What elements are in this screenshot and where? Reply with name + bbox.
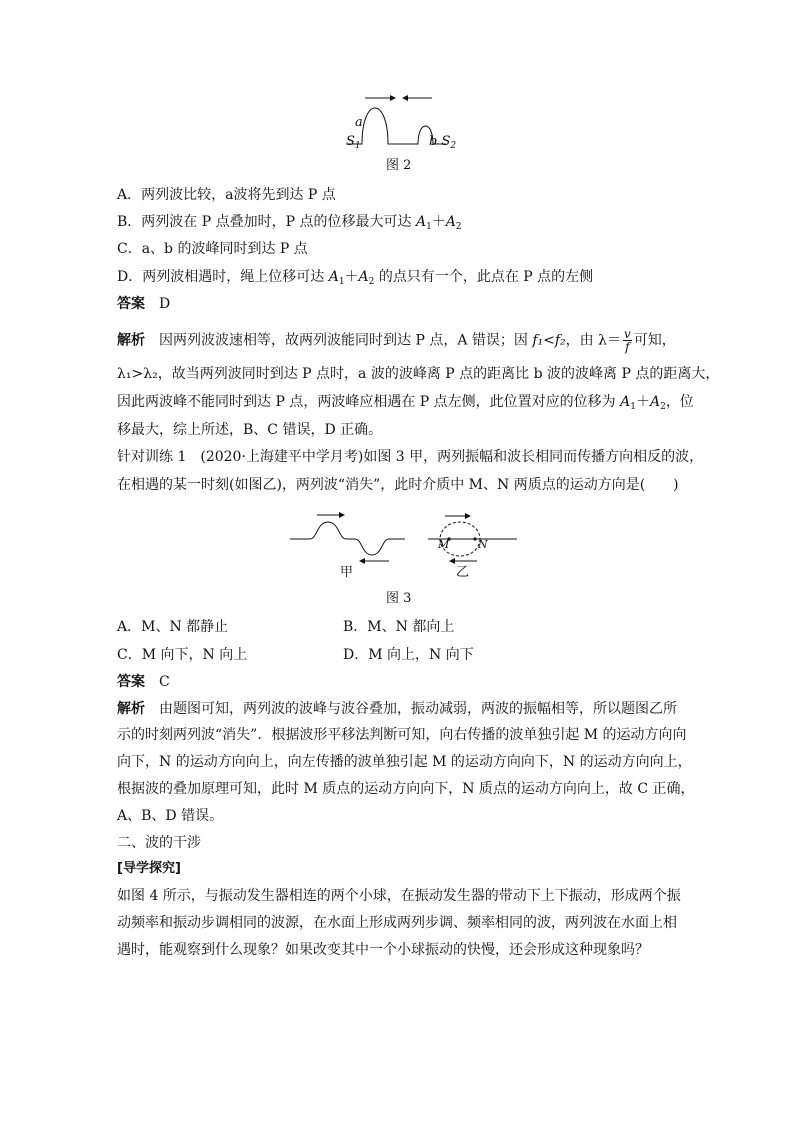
training1-line-1: 针对训练 1 (2020·上海建平中学月考)如图 3 甲，两列振幅和波长相同而传播方向相反的波， [117,449,704,465]
fig2-label-a: a [355,115,363,130]
q1-option-a: A．两列波比较，a波将先到达 P 点 [117,187,336,203]
q2-analysis-line-5: A、B、D 错误。 [117,808,224,824]
q1-option-b: B．两列波在 P 点叠加时，P 点的位移最大可达 $A_1+A_2$ [117,214,462,232]
training1-line-2: 在相遇的某一时刻(如图乙)，两列波“消失”，此时介质中 M、N 两质点的运动方向是( ) [117,477,679,493]
q2-answer: 答案 C [117,674,170,690]
fig3-label-jia: 甲 [340,565,354,580]
lambda-fraction: $\frac{v}{f}$ [624,327,631,354]
q2-option-d: D．M 向上，N 向下 [343,647,474,663]
arrow-left-icon [449,558,477,564]
guide-line-1: 如图 4 所示，与振动发生器相连的两个小球，在振动发生器的带动下上下振动，形成两个振 [117,888,681,904]
fig3-label-n: N [478,538,488,551]
fig2-label-b-s2: b $S_2$ [429,134,457,151]
q2-analysis-line-2: 示的时刻两列波“消失”．根据波形平移法判断可知，向右传播的波单独引起 M 的运动方向向 [117,727,687,743]
q2-analysis-line-1: 解析 由题图可知，两列波的波峰与波谷叠加，振动减弱，两波的振幅相等，所以题图乙所 [117,701,677,717]
fig2-label-s1: $S_1$ [346,134,361,151]
q1-analysis-line-3: 因此两波峰不能同时到达 P 点，两波峰应相遇在 P 点左侧，此位置对应的位移为 $A_1+A_2$，位 [117,394,694,412]
guide-line-3: 遇时，能观察到什么现象？如果改变其中一个小球振动的快慢，还会形成这种现象吗？ [117,942,649,958]
fig3-label-yi: 乙 [456,565,470,580]
arrow-left-icon [359,558,389,564]
fig3-caption: 图 3 [386,591,412,606]
arrow-right-icon [365,95,396,101]
figure-3-jia [290,512,405,564]
q1-option-c: C．a、b 的波峰同时到达 P 点 [117,241,308,257]
section-2-subtitle: [导学探究] [117,861,181,876]
guide-line-2: 动频率和振动步调相同的波源，在水面上形成两列步调、频率相同的波，两列波在水面上相 [117,915,677,931]
figure-3-diagram [285,508,535,578]
q2-option-b: B．M、N 都向上 [343,619,455,635]
arrow-right-icon [317,512,345,518]
q2-option-c: C．M 向下，N 向上 [117,647,248,663]
point-n-marker [473,537,476,540]
arrow-left-icon [402,95,432,101]
q2-option-a: A．M、N 都静止 [117,619,229,635]
q1-analysis-line-4: 移最大，综上所述，B、C 错误，D 正确。 [117,422,383,438]
fig3-label-m: M [438,538,450,551]
section-2-title: 二、波的干涉 [117,835,201,851]
q2-analysis-line-4: 根据波的叠加原理可知，此时 M 质点的运动方向向下，N 质点的运动方向向上，故 C 正确， [117,781,695,797]
q1-analysis-line-2: λ₁>λ₂，故当两列波同时到达 P 点时，a 波的波峰离 P 点的距离比 b 波的波峰离 P 点的距离大， [117,366,720,382]
q1-answer: 答案 D [117,296,171,312]
q1-option-d: D．两列波相遇时，绳上位移可达 $A_1+A_2$ 的点只有一个，此点在 P 点的左侧 [117,269,594,287]
q2-options-row-1 [117,617,228,637]
q1-analysis-line-1: 解析 因两列波波速相等，故两列波能同时到达 P 点，A 错误；因 f₁<f₂，由 λ＝ $\frac{v}{f}$ 可知， [117,327,676,354]
fig2-caption: 图 2 [386,158,412,173]
arrow-right-icon [445,513,471,519]
q2-analysis-line-3: 向下，N 的运动方向向上，向左传播的波单独引起 M 的运动方向向下，N 的运动方向向上， [117,754,692,770]
wave-jia [290,522,405,555]
